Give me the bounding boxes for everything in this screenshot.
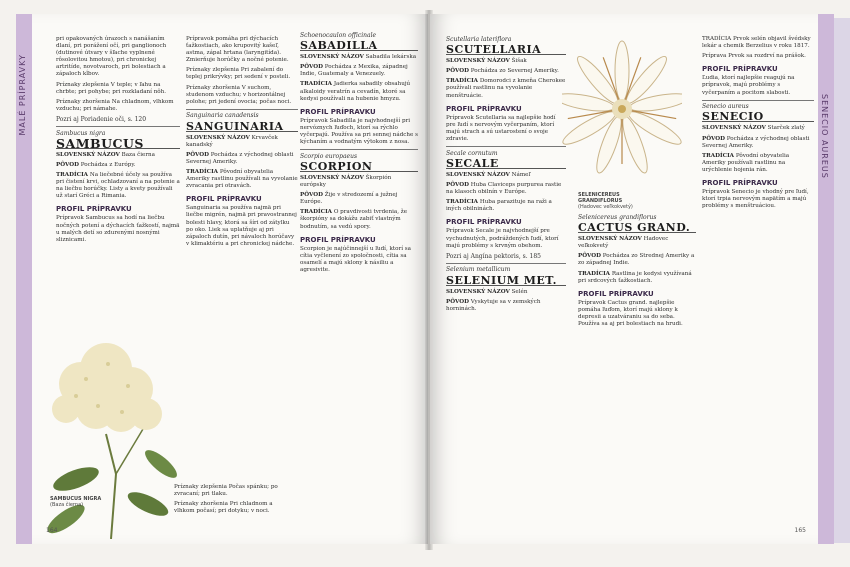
latin-name: Scutellaria lateriflora (446, 36, 512, 43)
section-heading: PROFIL PRÍPRAVKU (186, 195, 262, 204)
divider (300, 149, 418, 150)
right-tab-label: SENECIO AUREUS (820, 94, 829, 179)
left-tab-label: MALÉ PRÍPRAVKY (18, 54, 27, 136)
entry-origin: PÔVOD Pochádza zo Severnej Ameriky. (446, 68, 559, 75)
latin-name: Sanguinaria canadensis (186, 112, 259, 120)
cross-reference: Pozri aj Angína pektoris, s. 185 (446, 252, 541, 260)
page-number: 164 (46, 527, 58, 534)
left-thumb-tab (16, 14, 32, 544)
entry-slovak-name: SLOVENSKÝ NÁZOV Starček zlatý (702, 125, 805, 132)
cactus-flower-illustration (562, 14, 682, 214)
entry-origin: PÔVOD Pochádza zo Strednej Ameriky a zo západnej Indie. (578, 253, 695, 267)
entry-tradition: TRADÍCIA Huba parazituje na raži a iných obilninách. (446, 199, 552, 213)
entry-slovak-name: SLOVENSKÝ NÁZOV Škorpión európsky (300, 175, 392, 189)
paragraph: Prípravok Cactus grand. najlepšie pomáha ľuďom, ktorí majú sklony k depresii a uzatváraniu sa do seba. Používa sa aj pri bolestiach na hrudi. (578, 299, 683, 328)
entry-title-cactus: CACTUS GRAND. (578, 224, 696, 233)
section-heading: PROFIL PRÍPRAVKU (300, 107, 376, 116)
entry-slovak-name: SLOVENSKÝ NÁZOV Sabadila lekárska (300, 54, 417, 61)
left-column-1 (56, 36, 180, 247)
right-column-2 (578, 214, 696, 331)
divider (446, 146, 566, 147)
paragraph: Príznaky zhoršenia Na chladnom, vlhkom vzduchu; pri námahe. (56, 98, 174, 112)
paragraph: Prípravok Senecio je vhodný pre ľudí, ktorí trpia nervovým napätím a majú problémy s menštruáciou. (702, 189, 809, 210)
left-column-2 (186, 36, 298, 251)
next-page-edge (834, 18, 850, 543)
entry-origin: PÔVOD Huba Claviceps purpurea rastie na klasoch obilnín v Európe. (446, 182, 562, 196)
entry-title-scutellaria: SCUTELLARIA (446, 46, 566, 55)
entry-origin: PÔVOD Pochádza z Európy. (56, 161, 136, 168)
paragraph: Príznaky zlepšenia Počas spánku; po zvracaní; pri tlaku. (174, 484, 278, 498)
cross-reference: Pozri aj Poriadenie oči, s. 120 (56, 115, 147, 123)
paragraph: Prípravok Secale je najvhodnejší pre vychudnutých, podráždených ľudí, ktorí majú problémy s krvným obehom. (446, 228, 559, 249)
figure-caption: SAMBUCUS NIGRA (Baza čierna) (50, 496, 102, 508)
entry-slovak-name: SLOVENSKÝ NÁZOV Selén (446, 288, 528, 295)
left-column-2-bottom (174, 484, 292, 518)
section-heading: PROFIL PRÍPRAVKU (702, 65, 778, 74)
entry-title-sanguinaria: SANGUINARIA (186, 123, 298, 132)
section-heading: PROFIL PRÍPRAVKU (702, 179, 778, 187)
paragraph: Ľudia, ktorí najlepšie reagujú na prípravok, majú problémy s vyčerpaním a pocitom slabosti. (702, 75, 795, 96)
paragraph: Príznaky zlepšenia Pri zabalení do teplej prikrývky; pri sedení v posteli. (186, 67, 291, 81)
section-heading: PROFIL PRÍPRAVKU (300, 235, 376, 244)
entry-origin: PÔVOD Vyskytuje sa v zemských horninách. (446, 298, 541, 312)
paragraph: Príznaky zhoršenia V suchom, studenom vzduchu; v horizontálnej polohe; pri jedení ovocia; počas noci. (186, 84, 292, 105)
entry-origin: PÔVOD Pochádza z Mexika, západnej Indie, Guatemaly a Venezuely. (300, 64, 408, 78)
paragraph: Sanguinaria sa používa najmä pri liečbe migrén, najmä pri pravostrannej bolesti hlavy, ktorá sa šíri od zátylku po oko. Liek sa uplatňuje aj pri zápaloch dutín, pri návaloch horúčavy v klimaktériu a pri chronickej nádche. (186, 205, 297, 247)
entry-origin: PÔVOD Pochádza z východnej oblasti Severnej Ameriky. (702, 135, 810, 149)
latin-name: Selenium metallicum (446, 266, 511, 274)
entry-slovak-name: SLOVENSKÝ NÁZOV Hadovec veľkokvetý (578, 236, 669, 250)
entry-title-scorpion: SCORPION (300, 163, 418, 172)
entry-slovak-name: SLOVENSKÝ NÁZOV Krvavček kanadský (186, 134, 278, 148)
right-column-1 (446, 36, 566, 316)
paragraph: TRADÍCIA Prvok selén objavil švédsky lekár a chemik Berzelius v roku 1817. (702, 36, 811, 50)
entry-title-secale: SECALE (446, 160, 566, 169)
section-heading: PROFIL PRÍPRAVKU (446, 218, 522, 227)
figure-caption: SELENICEREUS GRANDIFLORUS (Hadovec veľkokvetý) (578, 192, 633, 210)
divider (446, 263, 566, 264)
entry-tradition: TRADÍCIA Rastlina je kedysi využívaná pri srdcových ťažkostiach. (578, 270, 692, 284)
entry-slovak-name: SLOVENSKÝ NÁZOV Baza čierna (56, 151, 155, 158)
latin-name: Senecio aureus (702, 103, 749, 111)
entry-tradition: TRADÍCIA O pravdivosti tvrdenia, že škorpióny sa dokážu zabiť vlastným bodnutím, sa vedú spory. (300, 209, 408, 230)
latin-name: Schoenocaulon officinale (300, 32, 377, 39)
entry-title-sambucus: SAMBUCUS (56, 140, 180, 149)
entry-tradition: TRADÍCIA Jadierka sabadily obsahujú alkaloidy veratrín a cevadín, ktoré sa kedysi používali na hubenie hmyzu. (300, 81, 411, 102)
divider (56, 126, 180, 127)
right-page (430, 14, 834, 544)
entry-tradition: TRADÍCIA Na liečebné účely sa používa pri čistení krvi, ochladzovaní a na potenie a na liečbu horúčky. Listy a kvety používali už starí Gréci a Rimania. (56, 172, 180, 200)
right-thumb-tab (818, 14, 834, 544)
entry-slovak-name: SLOVENSKÝ NÁZOV Námeľ (446, 171, 531, 178)
paragraph: Prípravok Scutellaria sa najlepšie hodí pre ľudí s nervovým vyčerpaním, ktorí majú strach a sú ustarostení o svoje zdravie. (446, 114, 556, 143)
entry-origin: PÔVOD Pochádza z východnej oblasti Severnej Ameriky. (186, 151, 294, 165)
paragraph: pri opakovaných úrazoch s nanášaním dlaní, pri porážení očí, pri ganglionoch (dutinové útvary v šľache vyplnené rôsolovitou hmotou), pri chronickej artritíde, novotvaroch, pri bolestiach a zápaloch kĺbov. (56, 36, 167, 78)
entry-title-selenium: SELENIUM MET. (446, 277, 566, 286)
latin-name: Scorpio europaeus (300, 152, 358, 160)
divider (702, 100, 814, 101)
paragraph: Prípravok pomáha pri dýchacích ťažkostiach, ako krupovitý kašeľ, astma, zápal hrtana (laryngitída). Zmierňuje horúčky a nočné potenie. (186, 36, 289, 64)
paragraph: Príznaky zlepšenia V teple; v ľahu na chrbte; pri pohybe; pri rozkladaní nôh. (56, 81, 167, 95)
latin-name: Selenicereus grandiflorus (578, 214, 657, 221)
entry-title-senecio: SENECIO (702, 113, 814, 122)
latin-name: Sambucus nigra (56, 129, 106, 137)
entry-origin: PÔVOD Žije v stredozemí a južnej Európe. (300, 192, 398, 206)
entry-tradition: TRADÍCIA Pôvodní obyvatelia Ameriky rastlinu používali na vyvolanie zvracania pri otravách. (186, 169, 298, 190)
entry-tradition: TRADÍCIA Domorodci z kmeňa Cherokee používali rastlinu na vyvolanie menštruácie. (446, 78, 566, 99)
page-number: 165 (794, 527, 806, 534)
entry-tradition: TRADÍCIA Pôvodní obyvatelia Ameriky používali rastlinu na urýchlenie hojenia rán. (702, 152, 790, 173)
latin-name: Secale cornutum (446, 149, 498, 157)
paragraph: Prípravok Sabadilla je najvhodnejší pri nervóznych ľuďoch, ktorí sa rýchlo vyčerpajú. Používa sa pri sennej nádche s kýchaním a vodnatým výtokom z nosa. (300, 117, 418, 146)
left-column-3 (300, 32, 418, 277)
section-heading: PROFIL PRÍPRAVKU (578, 289, 654, 298)
paragraph: Scorpion je najúčinnejší u ľudí, ktorí sa cítia vyčlenení zo spoločnosti, cítia sa osamelí a majú sklony k násiliu a agresivite. (300, 245, 411, 274)
section-heading: PROFIL PRÍPRAVKU (446, 104, 522, 113)
entry-title-sabadilla: SABADILLA (300, 42, 418, 51)
paragraph: Prípravok Sambucus sa hodí na liečbu nočných potení a dýchacích ťažkostí, najmä u malých detí so zdurenými nosnými sliznicami. (56, 215, 180, 243)
entry-slovak-name: SLOVENSKÝ NÁZOV Šišak (446, 58, 527, 65)
right-column-3 (702, 36, 814, 213)
paragraph: Príznaky zhoršenia Pri chladnom a vlhkom počasí; pri dotyku; v noci. (174, 501, 273, 515)
divider (186, 109, 298, 110)
paragraph: Príprava Prvok sa rozdrví na prášok. (702, 53, 806, 60)
section-heading: PROFIL PRÍPRAVKU (56, 205, 132, 214)
